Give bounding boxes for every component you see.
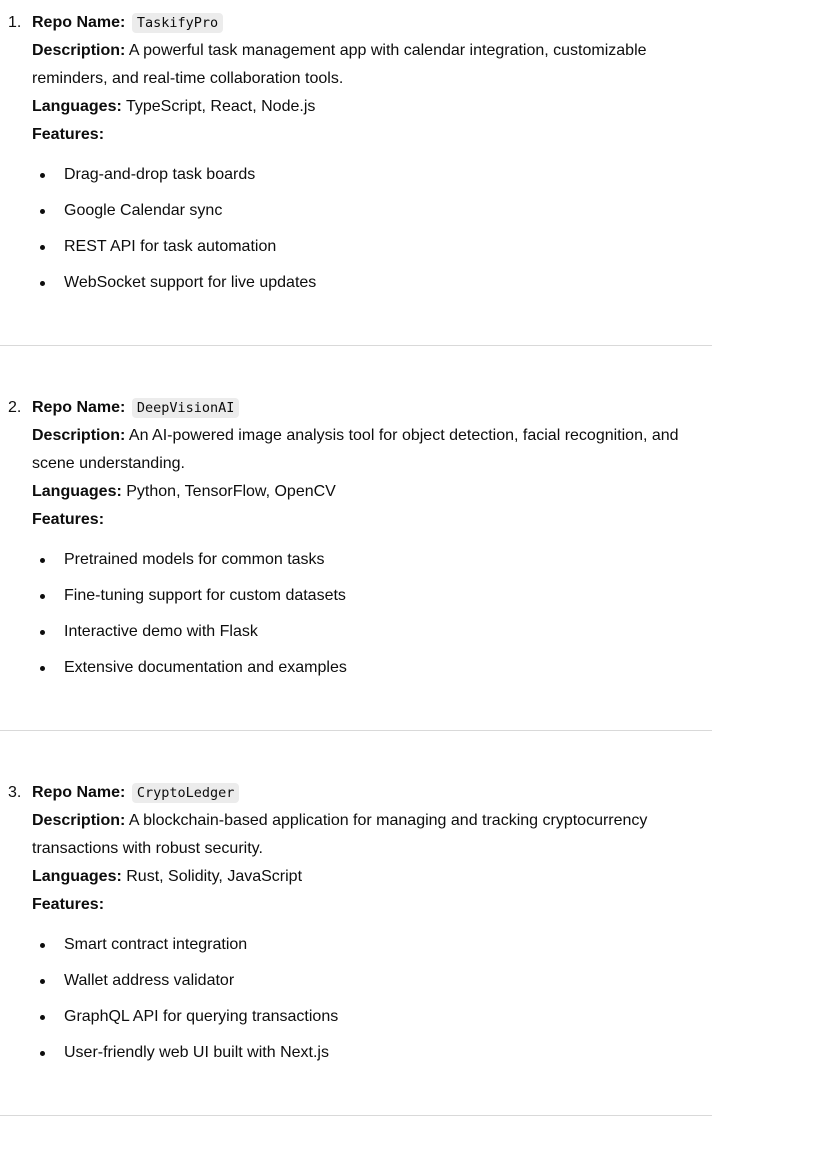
bullet-icon bbox=[40, 1051, 45, 1056]
bullet-icon bbox=[40, 630, 45, 635]
description-label: Description: bbox=[32, 427, 126, 444]
feature-text: Interactive demo with Flask bbox=[64, 623, 258, 640]
bullet-icon bbox=[40, 979, 45, 984]
feature-text: REST API for task automation bbox=[64, 238, 277, 255]
description-text: An AI-powered image analysis tool for object detection, facial recognition, and bbox=[128, 427, 679, 444]
feature-text: Google Calendar sync bbox=[64, 202, 223, 219]
features-label: Features: bbox=[32, 511, 105, 528]
list-number: 2. bbox=[8, 399, 22, 416]
repo-name-code: CryptoLedger bbox=[132, 783, 240, 803]
description-continuation: reminders, and real-time collaboration tools. bbox=[32, 70, 344, 87]
repo-name-line bbox=[32, 779, 712, 807]
description-text: A blockchain-based application for managing and tracking cryptocurrency bbox=[128, 812, 648, 829]
repo-name-label: Repo Name: bbox=[32, 399, 126, 416]
list-number: 3. bbox=[8, 784, 22, 801]
feature-text: GraphQL API for querying transactions bbox=[64, 1008, 339, 1025]
languages-text: TypeScript, React, Node.js bbox=[125, 98, 316, 115]
description-label: Description: bbox=[32, 812, 126, 829]
repo-name-label: Repo Name: bbox=[32, 784, 126, 801]
bullet-icon bbox=[40, 1015, 45, 1020]
languages-label: Languages: bbox=[32, 98, 122, 115]
repo-name-code: TaskifyPro bbox=[132, 13, 223, 33]
feature-text: Extensive documentation and examples bbox=[64, 659, 347, 676]
bullet-icon bbox=[40, 558, 45, 563]
languages-text: Python, TensorFlow, OpenCV bbox=[126, 483, 336, 500]
divider bbox=[0, 345, 712, 346]
features-label: Features: bbox=[32, 126, 105, 143]
description-line bbox=[32, 422, 712, 450]
bullet-icon bbox=[40, 666, 45, 671]
description-line bbox=[32, 37, 712, 65]
description-continuation: scene understanding. bbox=[32, 455, 185, 472]
bullet-icon bbox=[40, 594, 45, 599]
feature-text: WebSocket support for live updates bbox=[64, 274, 317, 291]
divider bbox=[0, 730, 712, 731]
feature-text: Drag-and-drop task boards bbox=[64, 166, 256, 183]
description-line bbox=[32, 807, 712, 835]
features-label: Features: bbox=[32, 896, 105, 913]
repo-name-label: Repo Name: bbox=[32, 14, 126, 31]
list-number: 1. bbox=[8, 14, 22, 31]
repo-name-line bbox=[32, 394, 712, 422]
bullet-icon bbox=[40, 281, 45, 286]
languages-line bbox=[32, 478, 712, 506]
languages-line bbox=[32, 93, 712, 121]
feature-text: Wallet address validator bbox=[64, 972, 235, 989]
feature-text: Smart contract integration bbox=[64, 936, 248, 953]
description-text: A powerful task management app with calendar integration, customizable bbox=[128, 42, 647, 59]
languages-label: Languages: bbox=[32, 868, 122, 885]
divider bbox=[0, 1115, 712, 1116]
feature-text: Pretrained models for common tasks bbox=[64, 551, 325, 568]
bullet-icon bbox=[40, 943, 45, 948]
feature-text: Fine-tuning support for custom datasets bbox=[64, 587, 346, 604]
languages-line bbox=[32, 863, 712, 891]
description-label: Description: bbox=[32, 42, 126, 59]
feature-text: User-friendly web UI built with Next.js bbox=[64, 1044, 329, 1061]
bullet-icon bbox=[40, 245, 45, 250]
languages-label: Languages: bbox=[32, 483, 122, 500]
languages-text: Rust, Solidity, JavaScript bbox=[126, 868, 303, 885]
bullet-icon bbox=[40, 173, 45, 178]
description-continuation: transactions with robust security. bbox=[32, 840, 263, 857]
repo-name-line bbox=[32, 9, 712, 37]
bullet-icon bbox=[40, 209, 45, 214]
repo-name-code: DeepVisionAI bbox=[132, 398, 240, 418]
